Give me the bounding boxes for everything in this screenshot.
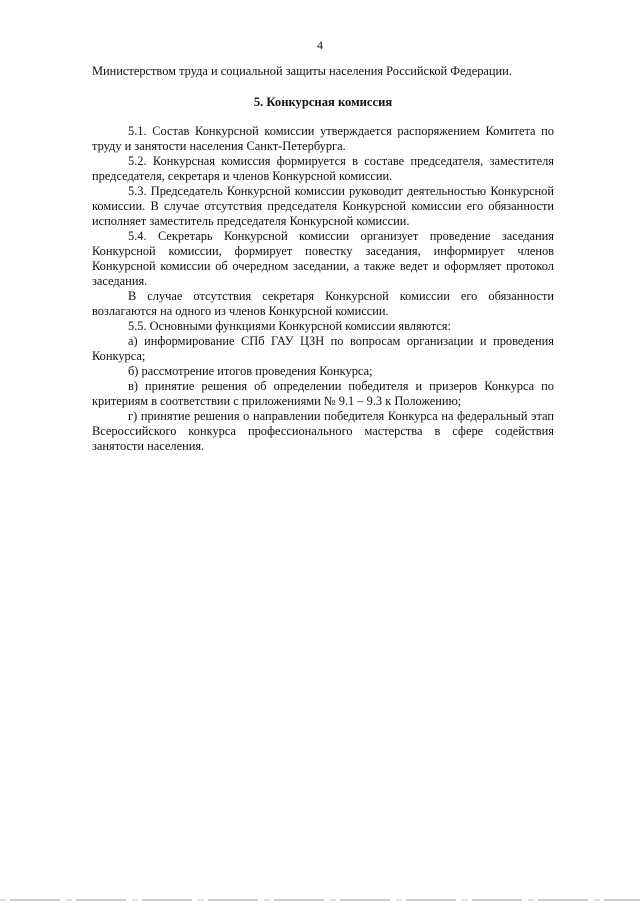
paragraph-5-2: 5.2. Конкурсная комиссия формируется в составе председателя, заместителя председателя, секретаря и членов Конкурсной комиссии.: [92, 154, 554, 183]
list-item-a: а) информирование СПб ГАУ ЦЗН по вопросам организации и проведения Конкурса;: [92, 334, 554, 363]
page-number: 4: [317, 38, 323, 52]
paragraph-5-1: 5.1. Состав Конкурсной комиссии утверждается распоряжением Комитета по труду и занятости населения Санкт-Петербурга.: [92, 124, 554, 153]
paragraph-secretary-absence: В случае отсутствия секретаря Конкурсной комиссии его обязанности возлагаются на одного из членов Конкурсной комиссии.: [92, 289, 554, 318]
scan-artifact-line: [0, 899, 640, 901]
document-body: [92, 64, 554, 454]
paragraph-5-4: 5.4. Секретарь Конкурсной комиссии организует проведение заседания Конкурсной комиссии, формирует повестку заседания, информирует членов Конкурсной комиссии об очередном заседании, а также ведет и оформляет протокол заседания.: [92, 229, 554, 288]
list-item-b: б) рассмотрение итогов проведения Конкурса;: [128, 364, 373, 378]
paragraph-5-3: 5.3. Председатель Конкурсной комиссии руководит деятельностью Конкурсной комиссии. В случае отсутствия председателя Конкурсной комиссии его обязанности исполняет заместитель председателя Конкурсной комиссии.: [92, 184, 554, 228]
paragraph-5-5: 5.5. Основными функциями Конкурсной комиссии являются:: [128, 319, 451, 333]
list-item-v: в) принятие решения об определении победителя и призеров Конкурса по критериям в соответствии с приложениями № 9.1 – 9.3 к Положению;: [92, 379, 554, 408]
intro-line: Министерством труда и социальной защиты населения Российской Федерации.: [92, 64, 512, 78]
list-item-g: г) принятие решения о направлении победителя Конкурса на федеральный этап Всероссийского конкурса профессионального мастерства в сфере содействия занятости населения.: [92, 409, 554, 453]
section-heading: 5. Конкурсная комиссия: [253, 95, 393, 109]
